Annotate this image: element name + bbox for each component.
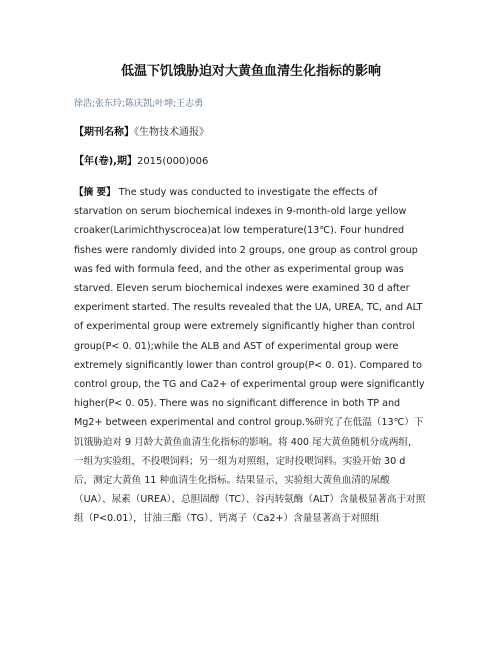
journal-label: 【期刊名称】 bbox=[74, 127, 134, 138]
journal-line bbox=[74, 126, 209, 140]
document-title: 低温下饥饿胁迫对大黄鱼血清生化指标的影响 bbox=[120, 64, 381, 79]
year-volume-issue-line bbox=[74, 155, 208, 169]
year-label: 【年(卷),期】 bbox=[74, 156, 137, 167]
authors-line: 徐浩;张东玲;陈庆凯;叶坤;王志勇 bbox=[74, 99, 204, 109]
year-value: 2015(000)006 bbox=[136, 156, 209, 167]
abstract-label: 【摘 要】 bbox=[74, 187, 116, 198]
abstract-paragraph bbox=[74, 183, 426, 529]
journal-value: 《生物技术通报》 bbox=[134, 127, 209, 138]
abstract-text: The study was conducted to investigate the effects of starvation on serum biochemical indexes in 9-month-old large yellow croaker(Larimichthyscrocea)at low temperature(13℃). Four hundred fishes were randomly divided into 2 groups, one group as control group was fed with formula feed, and the other as experimental group was starved. Eleven serum biochemical indexes were examined 30 d after experiment started. The results revealed that the UA, UREA, TC, and ALT of experimental group were extremely significantly higher than control group(P< 0. 01);while the ALB and AST of experimental group were extremely significantly lower than control group(P< 0. 01). Compared to control group, the TG and Ca2+ of experimental group were significantly higher(P< 0. 05). There was no significant difference in both TP and Mg2+ between experimental and control group.%研究了在低温（13℃）下饥饿胁迫对 9 月龄大黄鱼血清生化指标的影响。将 400 尾大黄鱼随机分成两组，一组为实验组，不投喂饲料；另一组为对照组，定时投喂饲料。实验开始 30 d 后，测定大黄鱼 11 种血清生化指标。结果显示，实验组大黄鱼血清的尿酸（UA）、尿素（UREA）、总胆固醇（TC）、谷丙转氨酶（ALT）含量极显著高于对照组（P<0.01），甘油三酯（TG）、钙离子（Ca2+）含量显著高于对照组 bbox=[74, 187, 426, 525]
